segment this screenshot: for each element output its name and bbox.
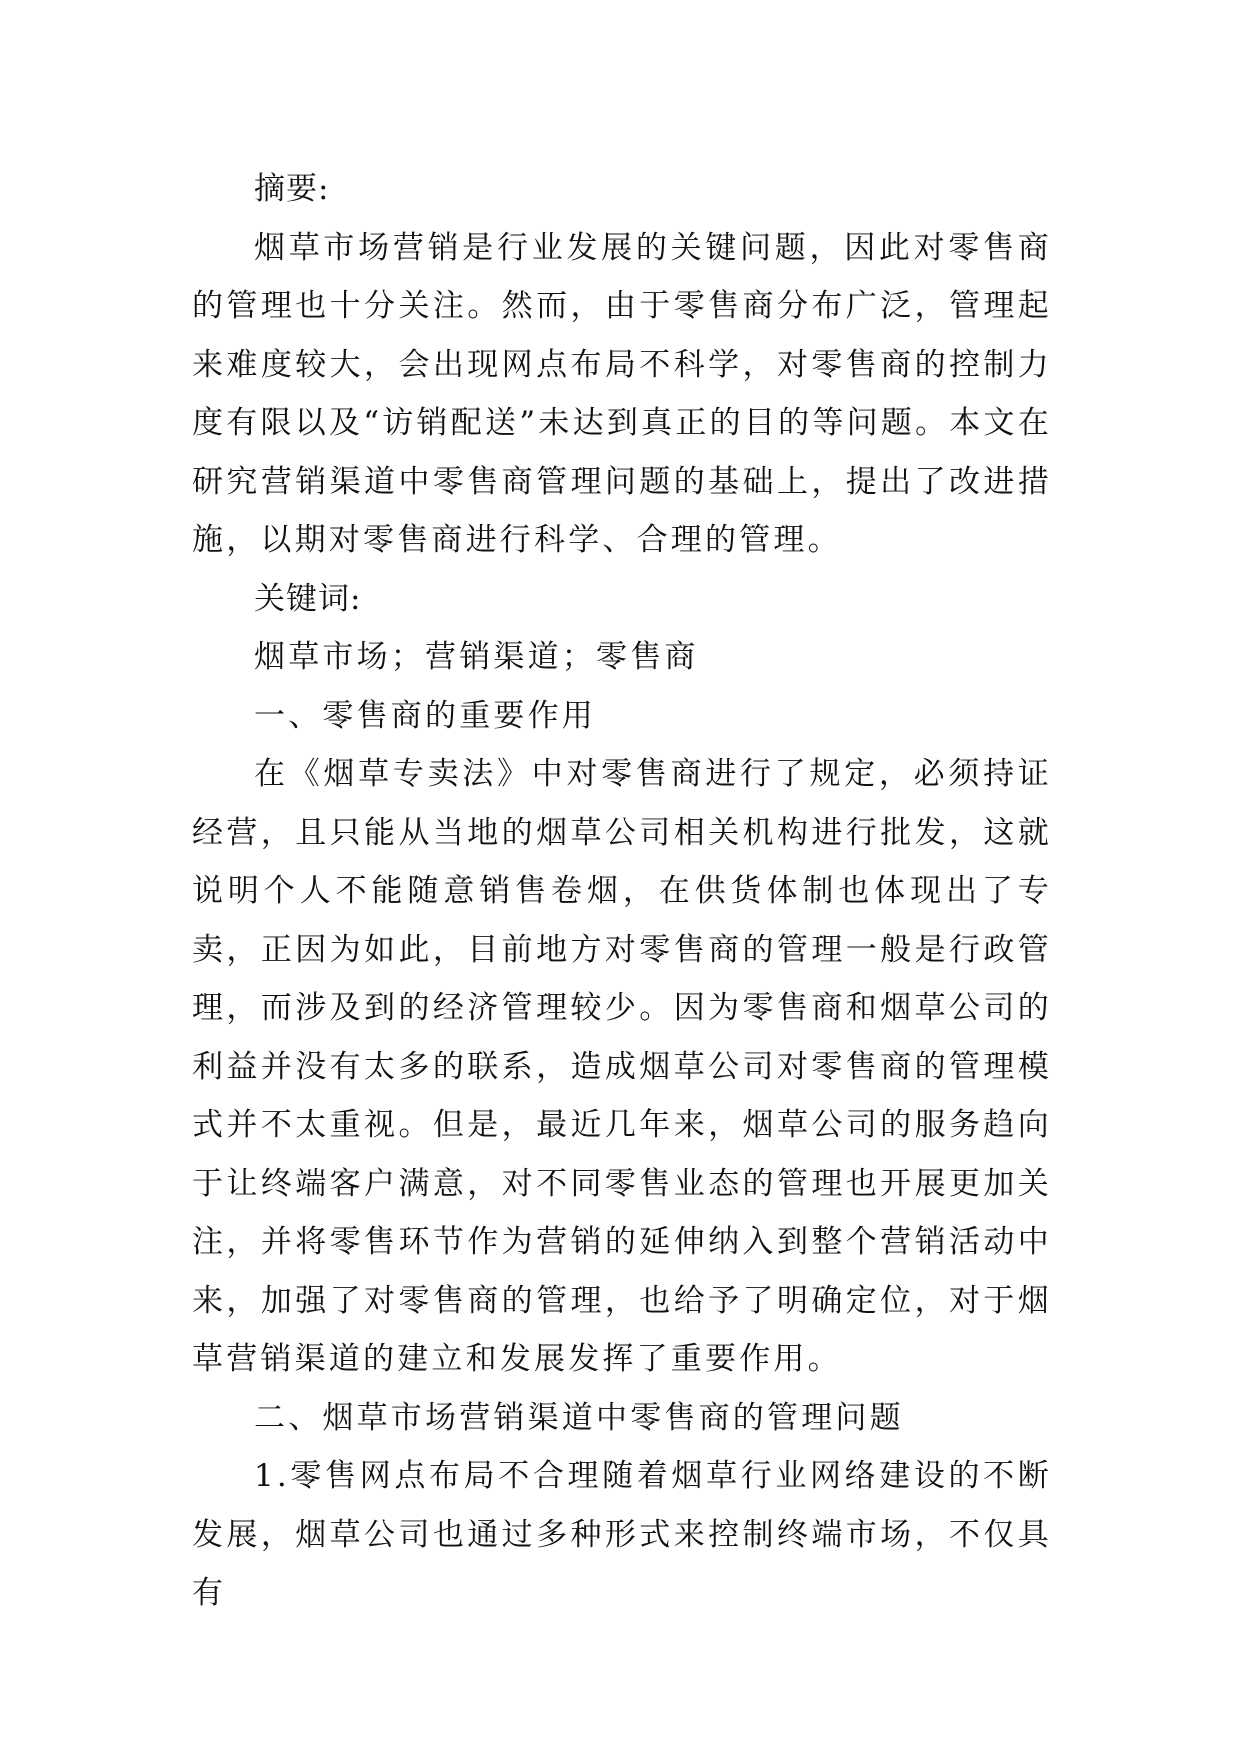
abstract-paragraph: 烟草市场营销是行业发展的关键问题，因此对零售商的管理也十分关注。然而，由于零售商分布广泛，管理起来难度较大，会出现网点布局不科学，对零售商的控制力度有限以及“访销配送”未达到真正的目的等问题。本文在研究营销渠道中零售商管理问题的基础上，提出了改进措施，以期对零售商进行科学、合理的管理。: [192, 229, 1052, 558]
document-body: [192, 160, 1052, 1623]
abstract-label: 摘要:: [254, 171, 330, 207]
keywords-paragraph: 烟草市场；营销渠道；零售商: [254, 639, 699, 675]
keywords-label: 关键词:: [254, 580, 362, 617]
section-heading-2: 二、烟草市场营销渠道中零售商的管理问题: [254, 1399, 904, 1436]
section-heading-1: 一、零售商的重要作用: [254, 697, 596, 734]
section-2-item-1-paragraph: 1.零售网点布局不合理随着烟草行业网络建设的不断发展，烟草公司也通过多种形式来控制终端市场，不仅具有: [192, 1458, 1052, 1611]
section-1-paragraph: 在《烟草专卖法》中对零售商进行了规定，必须持证经营，且只能从当地的烟草公司相关机构进行批发，这就说明个人不能随意销售卷烟，在供货体制也体现出了专卖，正因为如此，目前地方对零售商的管理一般是行政管理，而涉及到的经济管理较少。因为零售商和烟草公司的利益并没有太多的联系，造成烟草公司对零售商的管理模式并不太重视。但是，最近几年来，烟草公司的服务趋向于让终端客户满意，对不同零售业态的管理也开展更加关注，并将零售环节作为营销的延伸纳入到整个营销活动中来，加强了对零售商的管理，也给予了明确定位，对于烟草营销渠道的建立和发展发挥了重要作用。: [192, 756, 1052, 1377]
